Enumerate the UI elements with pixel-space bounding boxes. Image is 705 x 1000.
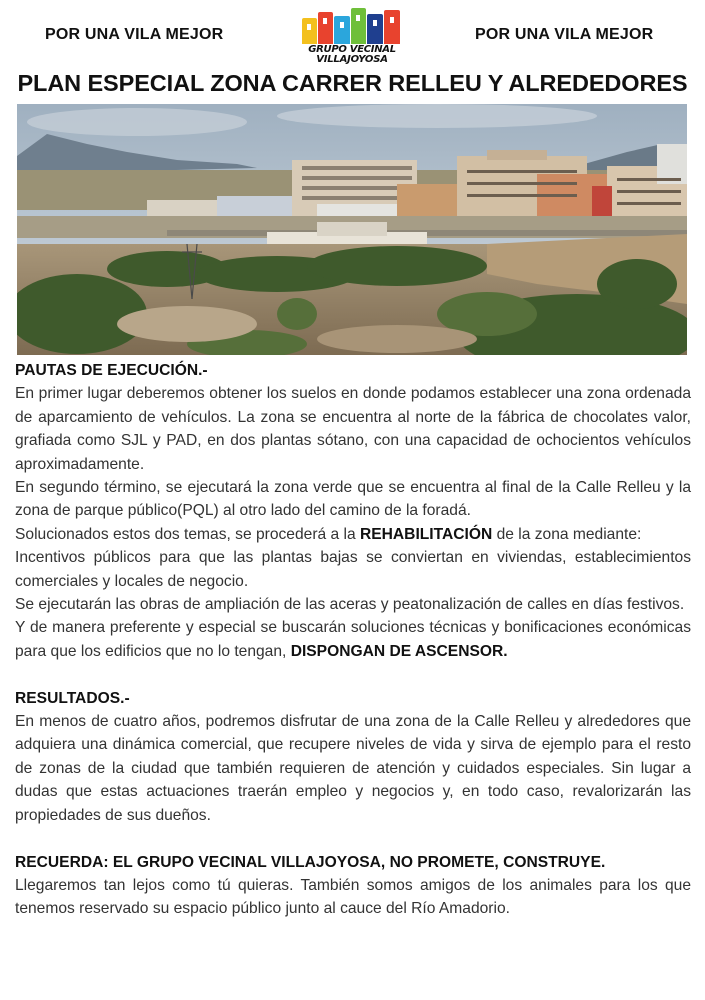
- document-body: [15, 359, 691, 921]
- logo-text-line2: VILLAJOYOSA: [316, 54, 388, 65]
- bold-rehabilitacion: REHABILITACIÓN: [360, 525, 493, 543]
- logo-buildings-icon: [302, 6, 402, 44]
- spacer: [15, 663, 691, 686]
- section-heading-pautas: PAUTAS DE EJECUCIÓN.-: [15, 362, 208, 379]
- text-run: de la zona mediante:: [492, 525, 642, 543]
- page-title: PLAN ESPECIAL ZONA CARRER RELLEU Y ALREDEDORES: [17, 70, 688, 96]
- paragraph-ascensor: [15, 616, 691, 663]
- town-landscape-photo: [17, 104, 687, 355]
- paragraph-incentivos: Incentivos públicos para que las plantas bajas se conviertan en viviendas, establecimientos comerciales y locales de negocio.: [15, 549, 691, 590]
- bold-ascensor: DISPONGAN DE ASCENSOR.: [290, 642, 508, 660]
- header: [0, 0, 705, 72]
- logo-text-line1: GRUPO VECINAL: [308, 44, 396, 55]
- spacer: [15, 827, 691, 850]
- section-heading-resultados: RESULTADOS.-: [15, 689, 130, 707]
- slogan-left: POR UNA VILA MEJOR: [45, 26, 224, 43]
- section-heading-recuerda: RECUERDA: EL GRUPO VECINAL VILLAJOYOSA, NO PROMETE, CONSTRUYE.: [15, 853, 606, 871]
- paragraph-aceras: Se ejecutarán las obras de ampliación de las aceras y peatonalización de calles en días festivos.: [15, 596, 685, 614]
- paragraph-aparcamiento: En primer lugar deberemos obtener los suelos en donde podamos establecer una zona ordenada de aparcamiento de vehículos. La zona se encuentra al norte de la fábrica de chocolates valor, grafiada como SJL y PAD, en dos plantas sótano, con una capacidad de ochocientos vehículos aproximadamente.: [15, 385, 691, 473]
- paragraph-resultados: En menos de cuatro años, podremos disfrutar de una zona de la Calle Relleu y alrededores que adquiera una dinámica comercial, que recupere niveles de vida y sirva de ejemplo para el resto de zonas de la ciudad que también requieren de atención y cuidados especiales. Sin lugar a dudas que estas actuaciones traerán empleo y negocios y, en todo caso, revalorizarán las propiedades de sus dueños.: [15, 713, 691, 824]
- paragraph-zona-verde: En segundo término, se ejecutará la zona verde que se encuentra al final de la Calle Relleu y la zona de parque público(PQL) al otro lado del camino de la foradá.: [15, 479, 691, 520]
- slogan-right: POR UNA VILA MEJOR: [475, 26, 654, 43]
- grupo-vecinal-logo: [298, 6, 406, 66]
- text-run: Solucionados estos dos temas, se procederá a la: [15, 525, 360, 543]
- paragraph-amigos-animales: Llegaremos tan lejos como tú quieras. También somos amigos de los animales para los que tenemos reservado su espacio público junto al cauce del Río Amadorio.: [15, 876, 691, 918]
- text-run: Y de manera preferente y especial se buscarán soluciones técnicas y bonificaciones económicas para que los edificios que no lo tengan,: [15, 619, 691, 660]
- paragraph-rehabilitacion: [15, 523, 691, 546]
